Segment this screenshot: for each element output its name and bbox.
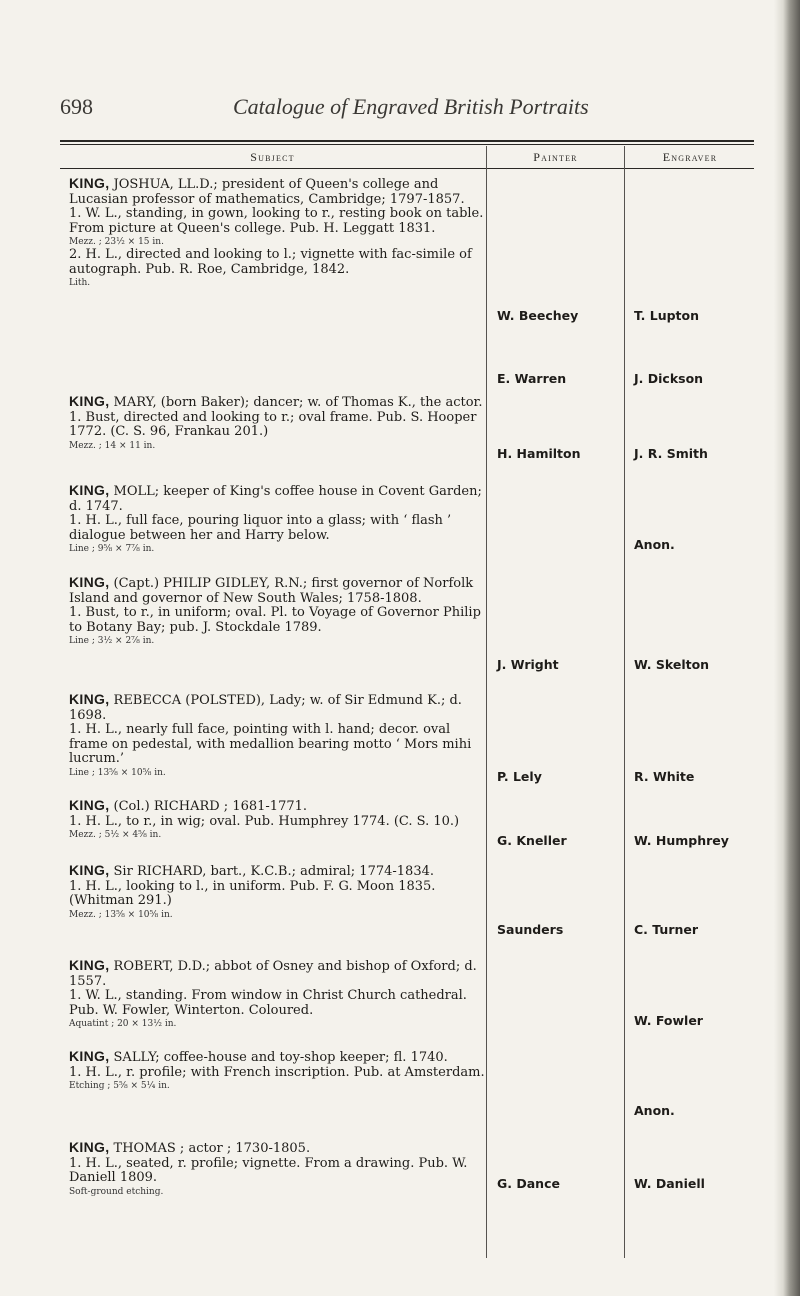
engraver-name: W. Humphrey — [634, 833, 729, 848]
item-dimensions: Lith. — [69, 278, 91, 288]
catalogue-entry — [69, 1140, 489, 1198]
catalogue-entry — [69, 798, 489, 841]
entry-surname: KING, — [69, 862, 110, 878]
column-header-subject: Subject — [250, 150, 295, 164]
entry-heading: THOMAS ; actor ; 1730-1805. — [113, 1141, 311, 1156]
entry-surname: KING, — [69, 175, 110, 191]
entry-surname: KING, — [69, 482, 110, 498]
painter-name: W. Beechey — [497, 308, 579, 323]
item-dimensions: Line ; 9⅝ × 7⅞ in. — [69, 544, 155, 554]
engraver-name: C. Turner — [634, 922, 699, 937]
entry-heading: JOSHUA, LL.D.; president of Queen's college and Lucasian professor of mathematics, Cambridge; 1797-1857. — [69, 177, 465, 207]
entry-item — [69, 606, 489, 635]
engraver-name: Anon. — [634, 1103, 675, 1118]
entry-item — [69, 411, 489, 440]
painter-name: H. Hamilton — [497, 446, 581, 461]
entry-item — [69, 207, 489, 236]
entry-surname: KING, — [69, 1048, 110, 1064]
item-description: 2. H. L., directed and looking to l.; vignette with fac-simile of autograph. Pub. R. Roe, Cambridge, 1842. — [69, 247, 472, 277]
item-dimensions: Line ; 3½ × 2⅞ in. — [69, 636, 155, 646]
column-header-engraver: Engraver — [662, 150, 718, 164]
painter-name: G. Kneller — [497, 833, 567, 848]
running-title: Catalogue of Engraved British Portraits — [233, 94, 589, 119]
entry-item — [69, 1157, 489, 1186]
entry-heading: MOLL; keeper of King's coffee house in Covent Garden; d. 1747. — [69, 484, 482, 514]
item-description: 1. H. L., full face, pouring liquor into a glass; with ‘ flash ’ dialogue between her and Harry below. — [69, 513, 452, 543]
item-description: 1. Bust, directed and looking to r.; oval frame. Pub. S. Hooper 1772. (C. S. 96, Frankau 201.) — [69, 409, 477, 439]
entry-surname: KING, — [69, 1139, 110, 1155]
engraver-name: T. Lupton — [634, 308, 700, 323]
top-rule — [60, 140, 754, 142]
engraver-name: J. Dickson — [634, 371, 704, 386]
entry-item — [69, 514, 489, 543]
entry-item — [69, 815, 489, 830]
catalogue-entry — [69, 1049, 489, 1092]
item-dimensions: Mezz. ; 5½ × 4⅝ in. — [69, 830, 162, 840]
painter-name: Saunders — [497, 922, 564, 937]
entry-heading: MARY, (born Baker); dancer; w. of Thomas K., the actor. — [113, 395, 483, 410]
entry-item — [69, 880, 489, 909]
engraver-name: W. Skelton — [634, 657, 710, 672]
engraver-name: W. Fowler — [634, 1013, 703, 1028]
item-dimensions: Aquatint ; 20 × 13½ in. — [69, 1019, 177, 1029]
header-rule — [60, 168, 754, 169]
entry-heading: ROBERT, D.D.; abbot of Osney and bishop of Oxford; d. 1557. — [69, 959, 477, 989]
column-header-painter: Painter — [533, 150, 578, 164]
entry-item — [69, 248, 489, 277]
catalogue-entry — [69, 176, 489, 289]
item-dimensions: Mezz. ; 23½ × 15 in. — [69, 237, 164, 247]
page-edge-shadow — [774, 0, 800, 1296]
item-description: 1. H. L., looking to l., in uniform. Pub. F. G. Moon 1835. (Whitman 291.) — [69, 878, 436, 908]
entry-item — [69, 1066, 489, 1081]
entry-heading: SALLY; coffee-house and toy-shop keeper; fl. 1740. — [113, 1050, 448, 1065]
painter-name: P. Lely — [497, 769, 542, 784]
painter-name: G. Dance — [497, 1176, 560, 1191]
entry-surname: KING, — [69, 797, 110, 813]
engraver-name: J. R. Smith — [634, 446, 708, 461]
entry-surname: KING, — [69, 691, 110, 707]
item-description: 1. W. L., standing. From window in Christ Church cathedral. Pub. W. Fowler, Winterton. Coloured. — [69, 988, 467, 1018]
entry-heading: (Capt.) PHILIP GIDLEY, R.N.; first governor of Norfolk Island and governor of New South Wales; 1758-1808. — [69, 576, 474, 606]
entry-heading: Sir RICHARD, bart., K.C.B.; admiral; 1774-1834. — [113, 864, 434, 879]
painter-name: E. Warren — [497, 371, 567, 386]
item-dimensions: Etching ; 5⅝ × 5¼ in. — [69, 1081, 170, 1091]
column-divider-2 — [624, 146, 625, 1258]
page-number: 698 — [60, 94, 93, 119]
catalogue-entry — [69, 483, 489, 555]
item-description: 1. Bust, to r., in uniform; oval. Pl. to Voyage of Governor Philip to Botany Bay; pub. J. Stockdale 1789. — [69, 605, 481, 635]
engraver-name: R. White — [634, 769, 695, 784]
item-dimensions: Line ; 13⅝ × 10⅝ in. — [69, 767, 166, 778]
item-description: 1. H. L., nearly full face, pointing with l. hand; decor. oval frame on pedestal, with medallion bearing motto ‘ Mors mihi lucrum.’ — [69, 722, 472, 766]
catalogue-entry — [69, 958, 489, 1030]
engraver-name: Anon. — [634, 537, 675, 552]
entry-heading: (Col.) RICHARD ; 1681-1771. — [113, 799, 308, 814]
item-description: 1. H. L., to r., in wig; oval. Pub. Humphrey 1774. (C. S. 10.) — [69, 813, 460, 829]
item-dimensions: Soft-ground etching. — [69, 1186, 164, 1197]
entry-heading: REBECCA (POLSTED), Lady; w. of Sir Edmund K.; d. 1698. — [69, 693, 462, 723]
catalogue-entry — [69, 394, 489, 452]
catalogue-entry — [69, 863, 489, 921]
item-description: 1. W. L., standing, in gown, looking to r., resting book on table. From picture at Queen's college. Pub. H. Leggatt 1831. — [69, 206, 484, 236]
item-description: 1. H. L., r. profile; with French inscription. Pub. at Amsterdam. — [69, 1064, 485, 1080]
item-dimensions: Mezz. ; 14 × 11 in. — [69, 440, 156, 451]
engraver-name: W. Daniell — [634, 1176, 705, 1191]
page-header — [0, 94, 800, 128]
entry-item — [69, 723, 489, 767]
catalogue-entry — [69, 575, 489, 647]
entry-surname: KING, — [69, 393, 110, 409]
top-rule-thin — [60, 144, 754, 145]
painter-name: J. Wright — [497, 657, 559, 672]
entry-item — [69, 989, 489, 1018]
catalogue-entry — [69, 692, 489, 779]
entry-surname: KING, — [69, 957, 110, 973]
item-dimensions: Mezz. ; 13⅝ × 10⅝ in. — [69, 909, 173, 920]
item-description: 1. H. L., seated, r. profile; vignette. From a drawing. Pub. W. Daniell 1809. — [69, 1155, 468, 1185]
entry-surname: KING, — [69, 574, 110, 590]
